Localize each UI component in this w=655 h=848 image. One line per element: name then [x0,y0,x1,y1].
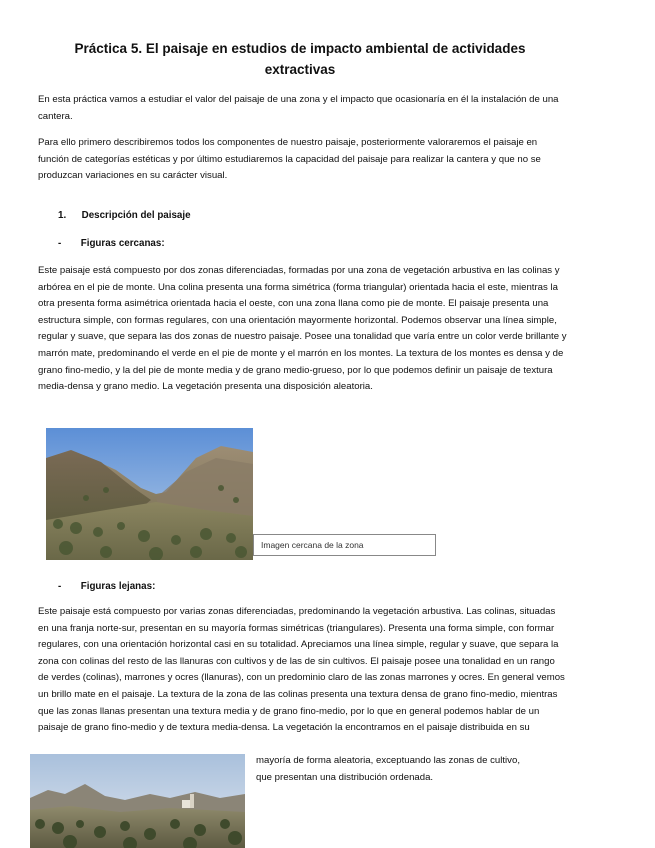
far-figures-wrap-line-1: mayoría de forma aleatoria, exceptuando las zonas de cultivo, [256,755,520,766]
near-figures-paragraph: Este paisaje está compuesto por dos zonas diferenciadas, formadas por una zona de vegetación arbustiva en las colinas y arbórea en el pie de monte. Una colina presenta una forma simétrica (forma triangular) orientada hacia el este, mientras la otra presenta forma asimétrica orientada hacia el oeste, con una zona llana como pie de monte. El paisaje presenta una estructura simple, con formas regulares, con una orientación mayormente horizontal. Podemos observar una línea simple, regular y suave, que separa las dos zonas de nuestro paisaje. Posee una tonalidad que varía entre un color verde brillante y marrón mate, predominando el verde en el pie de monte y el marrón en los montes. La textura de los montes es densa y de grano fino-medio, y la del pie de monte media y de grano medio-grueso, por lo que podemos definir un paisaje de textura media-densa y grano medio. La vegetación presenta una disposición aleatoria. [38,265,567,393]
far-figures-heading [58,580,155,594]
title-line-1: Práctica 5. El paisaje en estudios de impacto ambiental de actividades [74,41,526,56]
far-figures-wrap-line-2: que presentan una distribución ordenada. [256,772,434,783]
near-figures-heading [58,237,165,251]
section-1-heading [58,209,191,223]
document-title [40,38,560,80]
near-landscape-image [46,428,253,560]
plan-paragraph: Para ello primero describiremos todos los componentes de nuestro paisaje, posteriormente valoraremos el paisaje en función de categorías estéticas y por último estudiaremos la capacidad del paisaje para realizar la cantera y que no se produzcan variaciones en su carácter visual. [38,137,541,182]
near-figures-label: Figuras cercanas: [80,238,165,249]
near-image-caption: Imagen cercana de la zona [253,534,436,556]
section-1-label: Descripción del paisaje [81,210,191,221]
title-line-2: extractivas [264,62,336,77]
far-landscape-image [30,754,245,848]
intro-paragraph: En esta práctica vamos a estudiar el valor del paisaje de una zona y el impacto que ocasionaría en él la instalación de una cantera. [38,94,559,122]
near-landscape-photo [46,428,253,560]
far-figures-label: Figuras lejanas: [80,581,156,592]
far-dash: - [58,581,62,592]
far-figures-paragraph: Este paisaje está compuesto por varias zonas diferenciadas, predominando la vegetación arbustiva. Las colinas, situadas en una franja norte-sur, presentan en su mayoría formas simétricas (triangulares). Presenta una forma simple, con formar regulares, con una orientación horizontal casi en su totalidad. Apreciamos una línea simple, regular y suave, que separa la zona con colinas del resto de las llanuras con cultivos y de las de sin cultivos. El paisaje posee una tonalidad en un rango de verdes (colinas), marrones y ocres (llanuras), con un predominio claro de las zonas marrones y ocres. En general vemos un brillo mate en el paisaje. La textura de la zona de las colinas presenta una textura densa de grano fino-medio, mientras que las zonas llanas presentan una textura media y de grano fino-medio, por lo que en general podemos hablar de un paisaje de grano fino-medio y de textura media-densa. La vegetación la encontramos en el paisaje distribuida en su [38,606,565,734]
section-1-number: 1. [58,210,67,221]
far-landscape-photo [30,754,245,848]
near-dash: - [58,238,62,249]
